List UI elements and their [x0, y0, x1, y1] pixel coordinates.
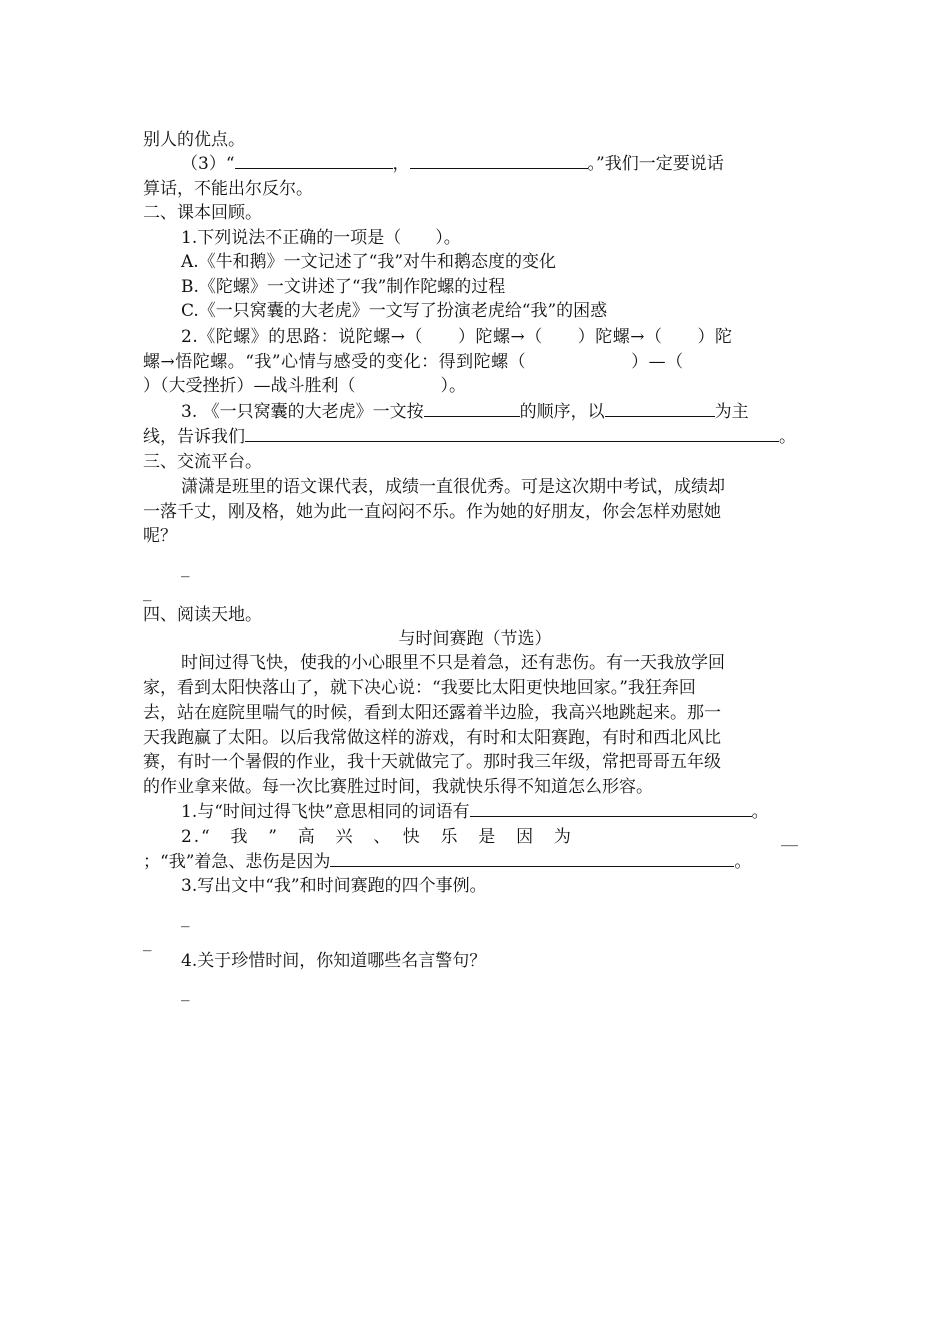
text-segment: 。 — [734, 852, 752, 872]
passage-line: 赛，有时一个暑假的作业，我十天就做完了。那时我三年级，常把哥哥五年级 — [143, 752, 721, 772]
text-segment: ；“我”着急、悲伤是因为 — [143, 852, 331, 872]
fill-in-line — [181, 800, 769, 824]
text-segment: 。 — [779, 427, 796, 447]
blank-underline — [245, 425, 779, 442]
fill-in-line — [143, 850, 751, 874]
answer-line: _ — [181, 982, 190, 1002]
passage-line: 家，看到太阳快落山了，就下决心说：“我要比太阳更快地回家。”我狂奔回 — [143, 678, 696, 698]
blank-underline — [470, 800, 752, 817]
blank-underline — [424, 400, 520, 417]
paragraph-line: 呢？ — [143, 526, 177, 546]
question-text: 1.下列说法不正确的一项是（ ）。 — [181, 228, 461, 248]
question-text: 2.《陀螺》的思路：说陀螺→（ ）陀螺→（ ）陀螺→（ ）陀 — [181, 327, 733, 347]
answer-line: _ — [143, 582, 152, 602]
question-text: 3.写出文中“我”和时间赛跑的四个事例。 — [181, 876, 487, 896]
paragraph-line: 潇潇是班里的语文课代表，成绩一直很优秀。可是这次期中考试，成绩却 — [181, 477, 725, 497]
question-text: 4.关于珍惜时间，你知道哪些名言警句？ — [181, 951, 487, 971]
passage-line: 时间过得飞快，使我的小心眼里不只是着急，还有悲伤。有一天我放学回 — [181, 653, 725, 673]
text-line: 算话，不能出尔反尔。 — [143, 179, 313, 199]
fill-in-line — [181, 400, 749, 424]
text-segment: ， — [392, 154, 410, 174]
option-a: A.《牛和鹅》一文记述了“我”对牛和鹅态度的变化 — [181, 252, 557, 272]
blank-underline — [235, 152, 393, 169]
text-segment: 。”我们一定要说话 — [587, 154, 724, 174]
text-segment: 2.“ 我 ” 高 兴 、 快 乐 是 因 为 — [181, 827, 573, 847]
section-heading: 二、课本回顾。 — [143, 203, 262, 223]
blank-underline — [605, 400, 715, 417]
text-segment: 。 — [751, 802, 769, 822]
option-c: C.《一只窝囊的大老虎》一文写了扮演老虎给“我”的困惑 — [181, 301, 608, 321]
answer-line: _ — [143, 932, 152, 952]
text-line: 别人的优点。 — [143, 130, 245, 150]
fill-in-line — [181, 825, 798, 849]
fill-in-line — [143, 425, 796, 449]
text-segment: 线，告诉我们 — [143, 427, 245, 447]
text-segment: 为主 — [714, 402, 749, 422]
question-text: 螺→悟陀螺。“我”心情与感受的变化：得到陀螺（ ）—（ — [143, 352, 684, 372]
fill-in-line — [181, 152, 724, 176]
blank-underline — [330, 850, 734, 867]
blank-underline — [410, 152, 588, 169]
passage-title: 与时间赛跑（节选） — [398, 629, 552, 649]
section-heading: 三、交流平台。 — [143, 452, 262, 472]
paragraph-line: 一落千丈，刚及格，她为此一直闷闷不乐。作为她的好朋友，你会怎样劝慰她 — [143, 502, 721, 522]
section-heading: 四、阅读天地。 — [143, 605, 262, 625]
option-b: B.《陀螺》一文讲述了“我”制作陀螺的过程 — [181, 277, 506, 297]
passage-line: 去，站在庭院里喘气的时候，看到太阳还露着半边脸，我高兴地跳起来。那一 — [143, 703, 721, 723]
answer-line: _ — [181, 908, 190, 928]
text-segment: 3. 《一只窝囊的大老虎》一文按 — [181, 402, 424, 422]
text-segment: __ — [781, 827, 798, 847]
text-segment: 1.与“时间过得飞快”意思相同的词语有 — [181, 802, 470, 822]
passage-line: 天我跑赢了太阳。以后我常做这样的游戏，有时和太阳赛跑，有时和西北风比 — [143, 728, 721, 748]
passage-line: 的作业拿来做。每一次比赛胜过时间，我就快乐得不知道怎么形容。 — [143, 777, 653, 797]
text-segment: （3）“ — [181, 154, 235, 174]
answer-line: _ — [181, 558, 190, 578]
question-text: ）（大受挫折）—战斗胜利（ ）。 — [143, 376, 466, 396]
text-segment: 的顺序，以 — [519, 402, 605, 422]
